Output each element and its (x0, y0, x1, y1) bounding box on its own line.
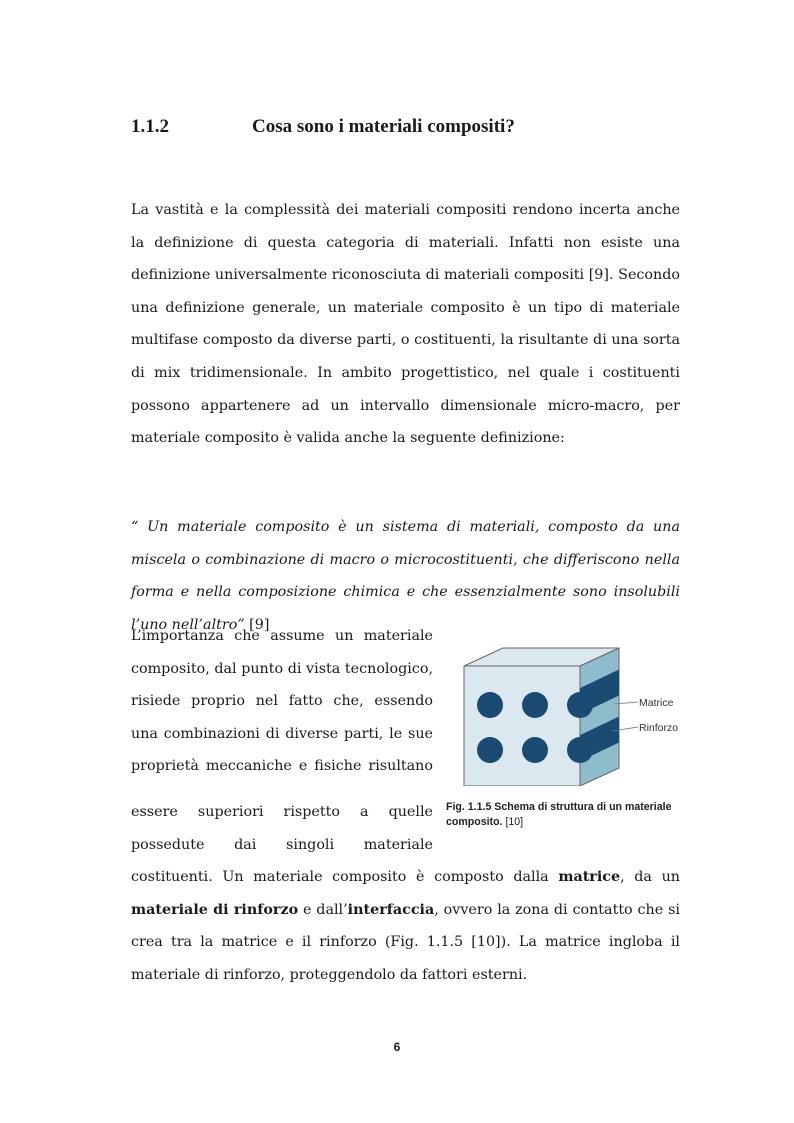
term-rinforzo: materiale di rinforzo (131, 901, 299, 918)
caption-text: Fig. 1.1.5 Schema di struttura di un materiale composito. (446, 801, 672, 828)
text-run: , ovvero la zona di contatto che si crea tra la matrice e il rinforzo (Fig. 1.1.5 [10]). La matrice ingloba il materiale di rinforzo, proteggendolo da fattori esterni. (131, 901, 680, 983)
page-number: 6 (393, 1040, 401, 1054)
paragraph-intro: La vastità e la complessità dei materiali compositi rendono incerta anche la definizione di questa categoria di materiali. Infatti non esiste una definizione universalmente riconosciuta di materiali compositi [9]. Secondo una definizione generale, un materiale composito è un tipo di materiale multifase composto da diverse parti, o costituenti, la risultante di una sorta di mix tridimensionale. In ambito progettistico, nel quale i costituenti possono appartenere ad un intervallo dimensionale micro-macro, per materiale composito è valida anche la seguente definizione: (131, 202, 680, 447)
quote-text: “ Un materiale composito è un sistema di materiali, composto da una miscela o combinazione di macro o microcostituenti, che differiscono nella forma e nella composizione chimica e che essenzialmente sono insolubili l’uno nell’altro” (131, 519, 680, 633)
text-run: e dall’ (298, 901, 348, 918)
paragraph-column-top: L’importanza che assume un materiale composito, dal punto di vista tecnologico, risiede proprio nel fatto che, essendo una combinazioni di diverse parti, le sue proprietà meccaniche e fisiche risultano (131, 628, 433, 775)
term-matrice: matrice (558, 869, 621, 885)
fiber-cross-section (522, 692, 548, 718)
paragraph-continuation (131, 861, 680, 991)
fiber-cross-section (567, 737, 593, 763)
text-run: , da un (620, 869, 680, 885)
composite-structure-diagram (462, 646, 682, 786)
term-interfaccia: interfaccia (347, 901, 435, 918)
caption-reference: [10] (502, 816, 524, 828)
cube-front-face (464, 666, 580, 786)
quote-reference: [9] (244, 616, 270, 633)
text-run: costituenti. Un materiale composito è composto dalla (131, 869, 559, 885)
cube-side-face (580, 648, 619, 786)
section-number: 1.1.2 (131, 116, 169, 137)
fiber-cross-section (477, 692, 503, 718)
section-title: Cosa sono i materiali compositi? (252, 116, 515, 137)
paragraph-column-bottom: essere superiori rispetto a quelle possedute dai singoli materiale (131, 804, 433, 853)
fiber-cross-section (567, 692, 593, 718)
label-matrice: Matrice (639, 697, 674, 709)
fiber-cross-section (477, 737, 503, 763)
fiber-cross-section (522, 737, 548, 763)
figure-caption (446, 800, 696, 830)
label-rinforzo: Rinforzo (639, 722, 679, 734)
